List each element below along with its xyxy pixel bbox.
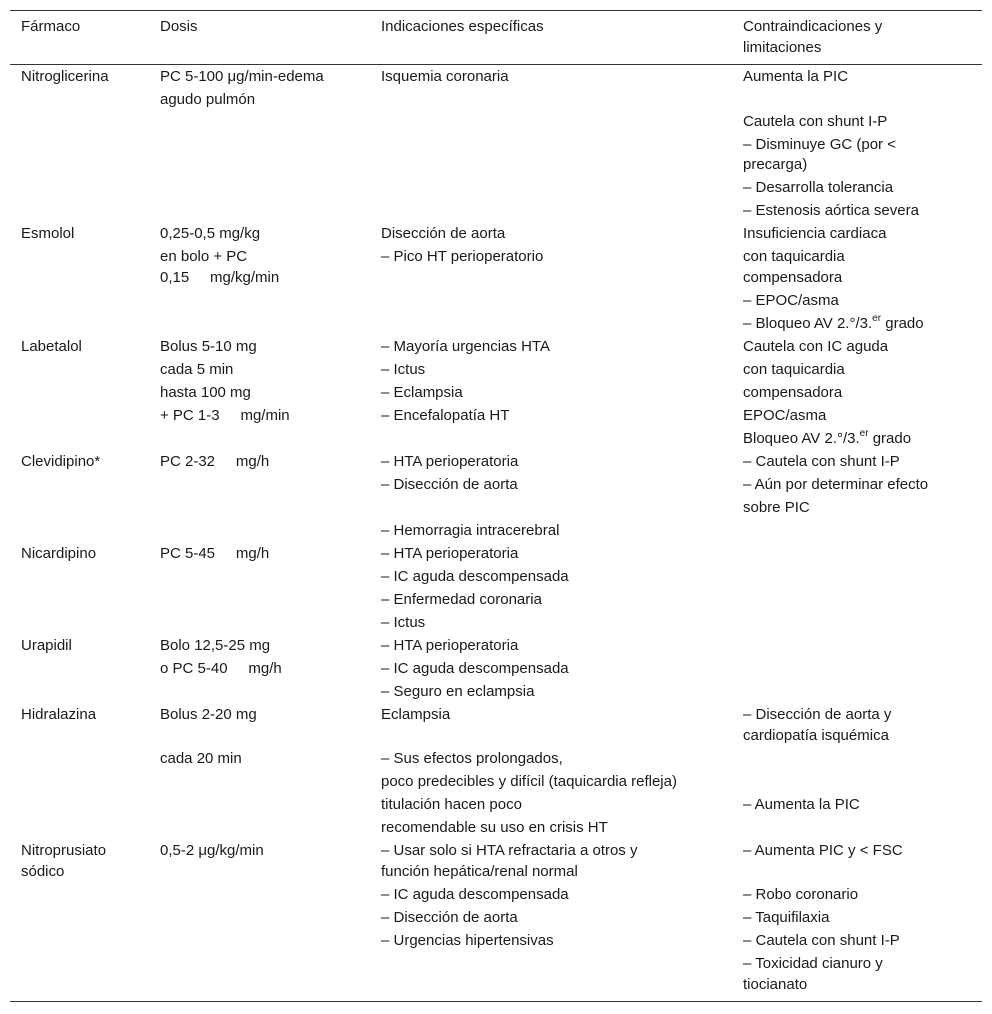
cell-contraindicacion xyxy=(743,452,900,472)
cell-contraindicacion xyxy=(743,908,829,928)
cell-text: Bloqueo AV 2.°/3. xyxy=(743,430,860,447)
cell-indicacion xyxy=(381,383,463,403)
cell-text: en bolo + PC xyxy=(160,248,248,265)
cell-text: – Bloqueo AV 2.°/3. xyxy=(743,315,873,332)
cell-dosis xyxy=(160,383,251,403)
cell-contraindicacion xyxy=(743,475,928,495)
cell-contraindicacion xyxy=(743,360,845,380)
cell-text: compensadora xyxy=(743,269,843,286)
cell-text: – HTA perioperatoria xyxy=(381,545,519,562)
cell-text: o PC 5-40 mg/h xyxy=(160,660,282,677)
cell-text: Cautela con shunt I-P xyxy=(743,113,888,130)
cell-dosis xyxy=(160,749,242,769)
cell-indicacion xyxy=(381,636,518,656)
cell-contraindicacion xyxy=(743,112,887,132)
cell-contraindicacion xyxy=(743,726,889,746)
cell-text: con taquicardia xyxy=(743,248,845,265)
cell-text: – HTA perioperatoria xyxy=(381,637,519,654)
cell-dosis xyxy=(160,268,279,288)
cell-farmaco xyxy=(21,544,96,564)
cell-text: Aumenta la PIC xyxy=(743,68,849,85)
ordinal-superscript: er xyxy=(872,313,882,324)
cell-text: – Aumenta la PIC xyxy=(743,796,860,813)
cell-farmaco xyxy=(21,224,74,244)
cell-dosis xyxy=(160,841,264,861)
cell-text: cada 5 min xyxy=(160,361,234,378)
cell-text: precarga) xyxy=(743,156,808,173)
cell-text: – Disminuye GC (por < xyxy=(743,136,896,153)
cell-contraindicacion xyxy=(743,247,845,267)
cell-contraindicacion xyxy=(743,406,826,426)
cell-text: – IC aguda descompensada xyxy=(381,568,569,585)
cell-indicacion xyxy=(381,705,450,725)
cell-text: 0,25-0,5 mg/kg xyxy=(160,225,261,242)
cell-indicacion xyxy=(381,659,569,679)
cell-dosis xyxy=(160,452,269,472)
cell-text: Hidralazina xyxy=(21,706,97,723)
cell-indicacion xyxy=(381,247,543,267)
cell-contraindicacion xyxy=(743,291,839,311)
cell-text: Disección de aorta xyxy=(381,225,506,242)
cell-indicacion xyxy=(381,841,637,861)
cell-indicacion xyxy=(381,337,550,357)
cell-text: – Ictus xyxy=(381,361,426,378)
cell-indicacion xyxy=(381,885,569,905)
cell-text: PC 5-100 μg/min-edema xyxy=(160,68,324,85)
cell-text: – Encefalopatía HT xyxy=(381,407,510,424)
cell-text: con taquicardia xyxy=(743,361,845,378)
cell-text: Cautela con IC aguda xyxy=(743,338,889,355)
cell-text: tiocianato xyxy=(743,976,808,993)
cell-text: – Estenosis aórtica severa xyxy=(743,202,919,219)
cell-text: compensadora xyxy=(743,384,843,401)
cell-indicacion xyxy=(381,567,569,587)
cell-dosis xyxy=(160,705,257,725)
cell-text: Labetalol xyxy=(21,338,82,355)
cell-text: – Pico HT perioperatorio xyxy=(381,248,544,265)
drug-table xyxy=(10,0,982,1014)
cell-dosis xyxy=(160,544,269,564)
cell-text: – Usar solo si HTA refractaria a otros y xyxy=(381,842,638,859)
cell-dosis xyxy=(160,636,270,656)
cell-text: – Cautela con shunt I-P xyxy=(743,453,900,470)
cell-text: poco predecibles y difícil (taquicardia refleja) xyxy=(381,773,677,790)
cell-text: 0,15 mg/kg/min xyxy=(160,269,280,286)
cell-dosis xyxy=(160,337,257,357)
cell-text: Urapidil xyxy=(21,637,72,654)
cell-indicacion xyxy=(381,931,554,951)
cell-contraindicacion xyxy=(743,337,888,357)
cell-indicacion xyxy=(381,682,534,702)
cell-indicacion xyxy=(381,67,509,87)
cell-text: – Robo coronario xyxy=(743,886,859,903)
cell-text: Bolo 12,5-25 mg xyxy=(160,637,271,654)
cell-text: Bolus 5-10 mg xyxy=(160,338,257,355)
header-farmaco: Fármaco xyxy=(21,18,81,35)
cell-dosis xyxy=(160,360,233,380)
cell-text: – Eclampsia xyxy=(381,384,463,401)
cell-text: sobre PIC xyxy=(743,499,810,516)
cell-contraindicacion xyxy=(743,954,883,974)
cell-text: EPOC/asma xyxy=(743,407,827,424)
cell-indicacion xyxy=(381,795,522,815)
cell-text: – Aumenta PIC y < FSC xyxy=(743,842,903,859)
cell-dosis xyxy=(160,224,260,244)
cell-contraindicacion xyxy=(743,795,860,815)
header-indicaciones: Indicaciones específicas xyxy=(381,18,544,35)
cell-dosis xyxy=(160,247,247,267)
cell-text: titulación hacen poco xyxy=(381,796,522,813)
cell-contraindicacion xyxy=(743,841,903,861)
cell-text: – Taquifilaxia xyxy=(743,909,830,926)
ordinal-superscript: er xyxy=(859,428,869,439)
cell-text: – IC aguda descompensada xyxy=(381,886,569,903)
cell-contraindicacion xyxy=(743,268,842,288)
cell-text: agudo pulmón xyxy=(160,91,256,108)
cell-contraindicacion xyxy=(743,931,900,951)
cell-text: – Hemorragia intracerebral xyxy=(381,522,560,539)
cell-text: – Urgencias hipertensivas xyxy=(381,932,554,949)
cell-contraindicacion xyxy=(743,975,807,995)
cell-text-suffix: grado xyxy=(881,315,924,332)
table-header-rule xyxy=(10,64,982,65)
cell-text: Nitroprusiato xyxy=(21,842,107,859)
cell-text: Insuficiencia cardiaca xyxy=(743,225,887,242)
cell-text: PC 2-32 mg/h xyxy=(160,453,270,470)
cell-text: – Disección de aorta xyxy=(381,476,518,493)
cell-indicacion xyxy=(381,772,677,792)
cell-contraindicacion xyxy=(743,383,842,403)
cell-dosis xyxy=(160,67,324,87)
cell-text: – Cautela con shunt I-P xyxy=(743,932,900,949)
cell-indicacion xyxy=(381,544,518,564)
cell-farmaco xyxy=(21,452,100,472)
cell-text: Esmolol xyxy=(21,225,75,242)
cell-indicacion xyxy=(381,521,559,541)
cell-text: – Seguro en eclampsia xyxy=(381,683,535,700)
cell-text: + PC 1-3 mg/min xyxy=(160,407,290,424)
cell-indicacion xyxy=(381,749,563,769)
cell-text: – Desarrolla tolerancia xyxy=(743,179,894,196)
cell-indicacion xyxy=(381,475,518,495)
cell-text: Nicardipino xyxy=(21,545,97,562)
cell-farmaco xyxy=(21,862,64,882)
cell-contraindicacion xyxy=(743,67,848,87)
cell-indicacion xyxy=(381,908,518,928)
cell-text: sódico xyxy=(21,863,65,880)
cell-text: función hepática/renal normal xyxy=(381,863,578,880)
cell-text: – Ictus xyxy=(381,614,426,631)
cell-text: hasta 100 mg xyxy=(160,384,251,401)
header-dosis: Dosis xyxy=(160,18,198,35)
cell-farmaco xyxy=(21,337,82,357)
cell-dosis xyxy=(160,659,282,679)
cell-contraindicacion xyxy=(743,155,807,175)
cell-farmaco xyxy=(21,67,109,87)
cell-text: recomendable su uso en crisis HT xyxy=(381,819,608,836)
cell-text: Bolus 2-20 mg xyxy=(160,706,257,723)
cell-text: – IC aguda descompensada xyxy=(381,660,569,677)
cell-text: – Mayoría urgencias HTA xyxy=(381,338,550,355)
cell-contraindicacion xyxy=(743,314,924,334)
cell-farmaco xyxy=(21,705,96,725)
cell-text: – Disección de aorta y xyxy=(743,706,892,723)
cell-text: – EPOC/asma xyxy=(743,292,839,309)
cell-text: – HTA perioperatoria xyxy=(381,453,519,470)
cell-text: 0,5-2 μg/kg/min xyxy=(160,842,264,859)
cell-indicacion xyxy=(381,613,425,633)
cell-text: – Toxicidad cianuro y xyxy=(743,955,883,972)
cell-text: cada 20 min xyxy=(160,750,242,767)
cell-contraindicacion xyxy=(743,429,911,449)
cell-contraindicacion xyxy=(743,135,896,155)
cell-text: – Sus efectos prolongados, xyxy=(381,750,563,767)
cell-indicacion xyxy=(381,452,518,472)
cell-contraindicacion xyxy=(743,178,893,198)
cell-contraindicacion xyxy=(743,224,886,244)
cell-text: cardiopatía isquémica xyxy=(743,727,889,744)
cell-farmaco xyxy=(21,636,72,656)
cell-text: Clevidipino* xyxy=(21,453,101,470)
cell-text: Nitroglicerina xyxy=(21,68,109,85)
cell-text: – Aún por determinar efecto xyxy=(743,476,929,493)
table-bottom-rule xyxy=(10,1001,982,1002)
cell-indicacion xyxy=(381,360,425,380)
header-contraindicaciones: Contraindicaciones y xyxy=(743,18,883,35)
cell-text-suffix: grado xyxy=(868,430,912,447)
cell-text: – Enfermedad coronaria xyxy=(381,591,542,608)
cell-indicacion xyxy=(381,224,505,244)
cell-indicacion xyxy=(381,406,509,426)
cell-text: PC 5-45 mg/h xyxy=(160,545,270,562)
header-contraindicaciones-line2: limitaciones xyxy=(743,39,822,56)
cell-indicacion xyxy=(381,862,578,882)
cell-contraindicacion xyxy=(743,705,891,725)
cell-indicacion xyxy=(381,590,542,610)
cell-farmaco xyxy=(21,841,106,861)
cell-dosis xyxy=(160,90,255,110)
cell-text: – Disección de aorta xyxy=(381,909,518,926)
cell-indicacion xyxy=(381,818,608,838)
cell-text: Isquemia coronaria xyxy=(381,68,509,85)
cell-contraindicacion xyxy=(743,201,919,221)
cell-dosis xyxy=(160,406,290,426)
cell-contraindicacion xyxy=(743,885,858,905)
table-top-rule xyxy=(10,10,982,11)
cell-contraindicacion xyxy=(743,498,810,518)
cell-text: Eclampsia xyxy=(381,706,451,723)
